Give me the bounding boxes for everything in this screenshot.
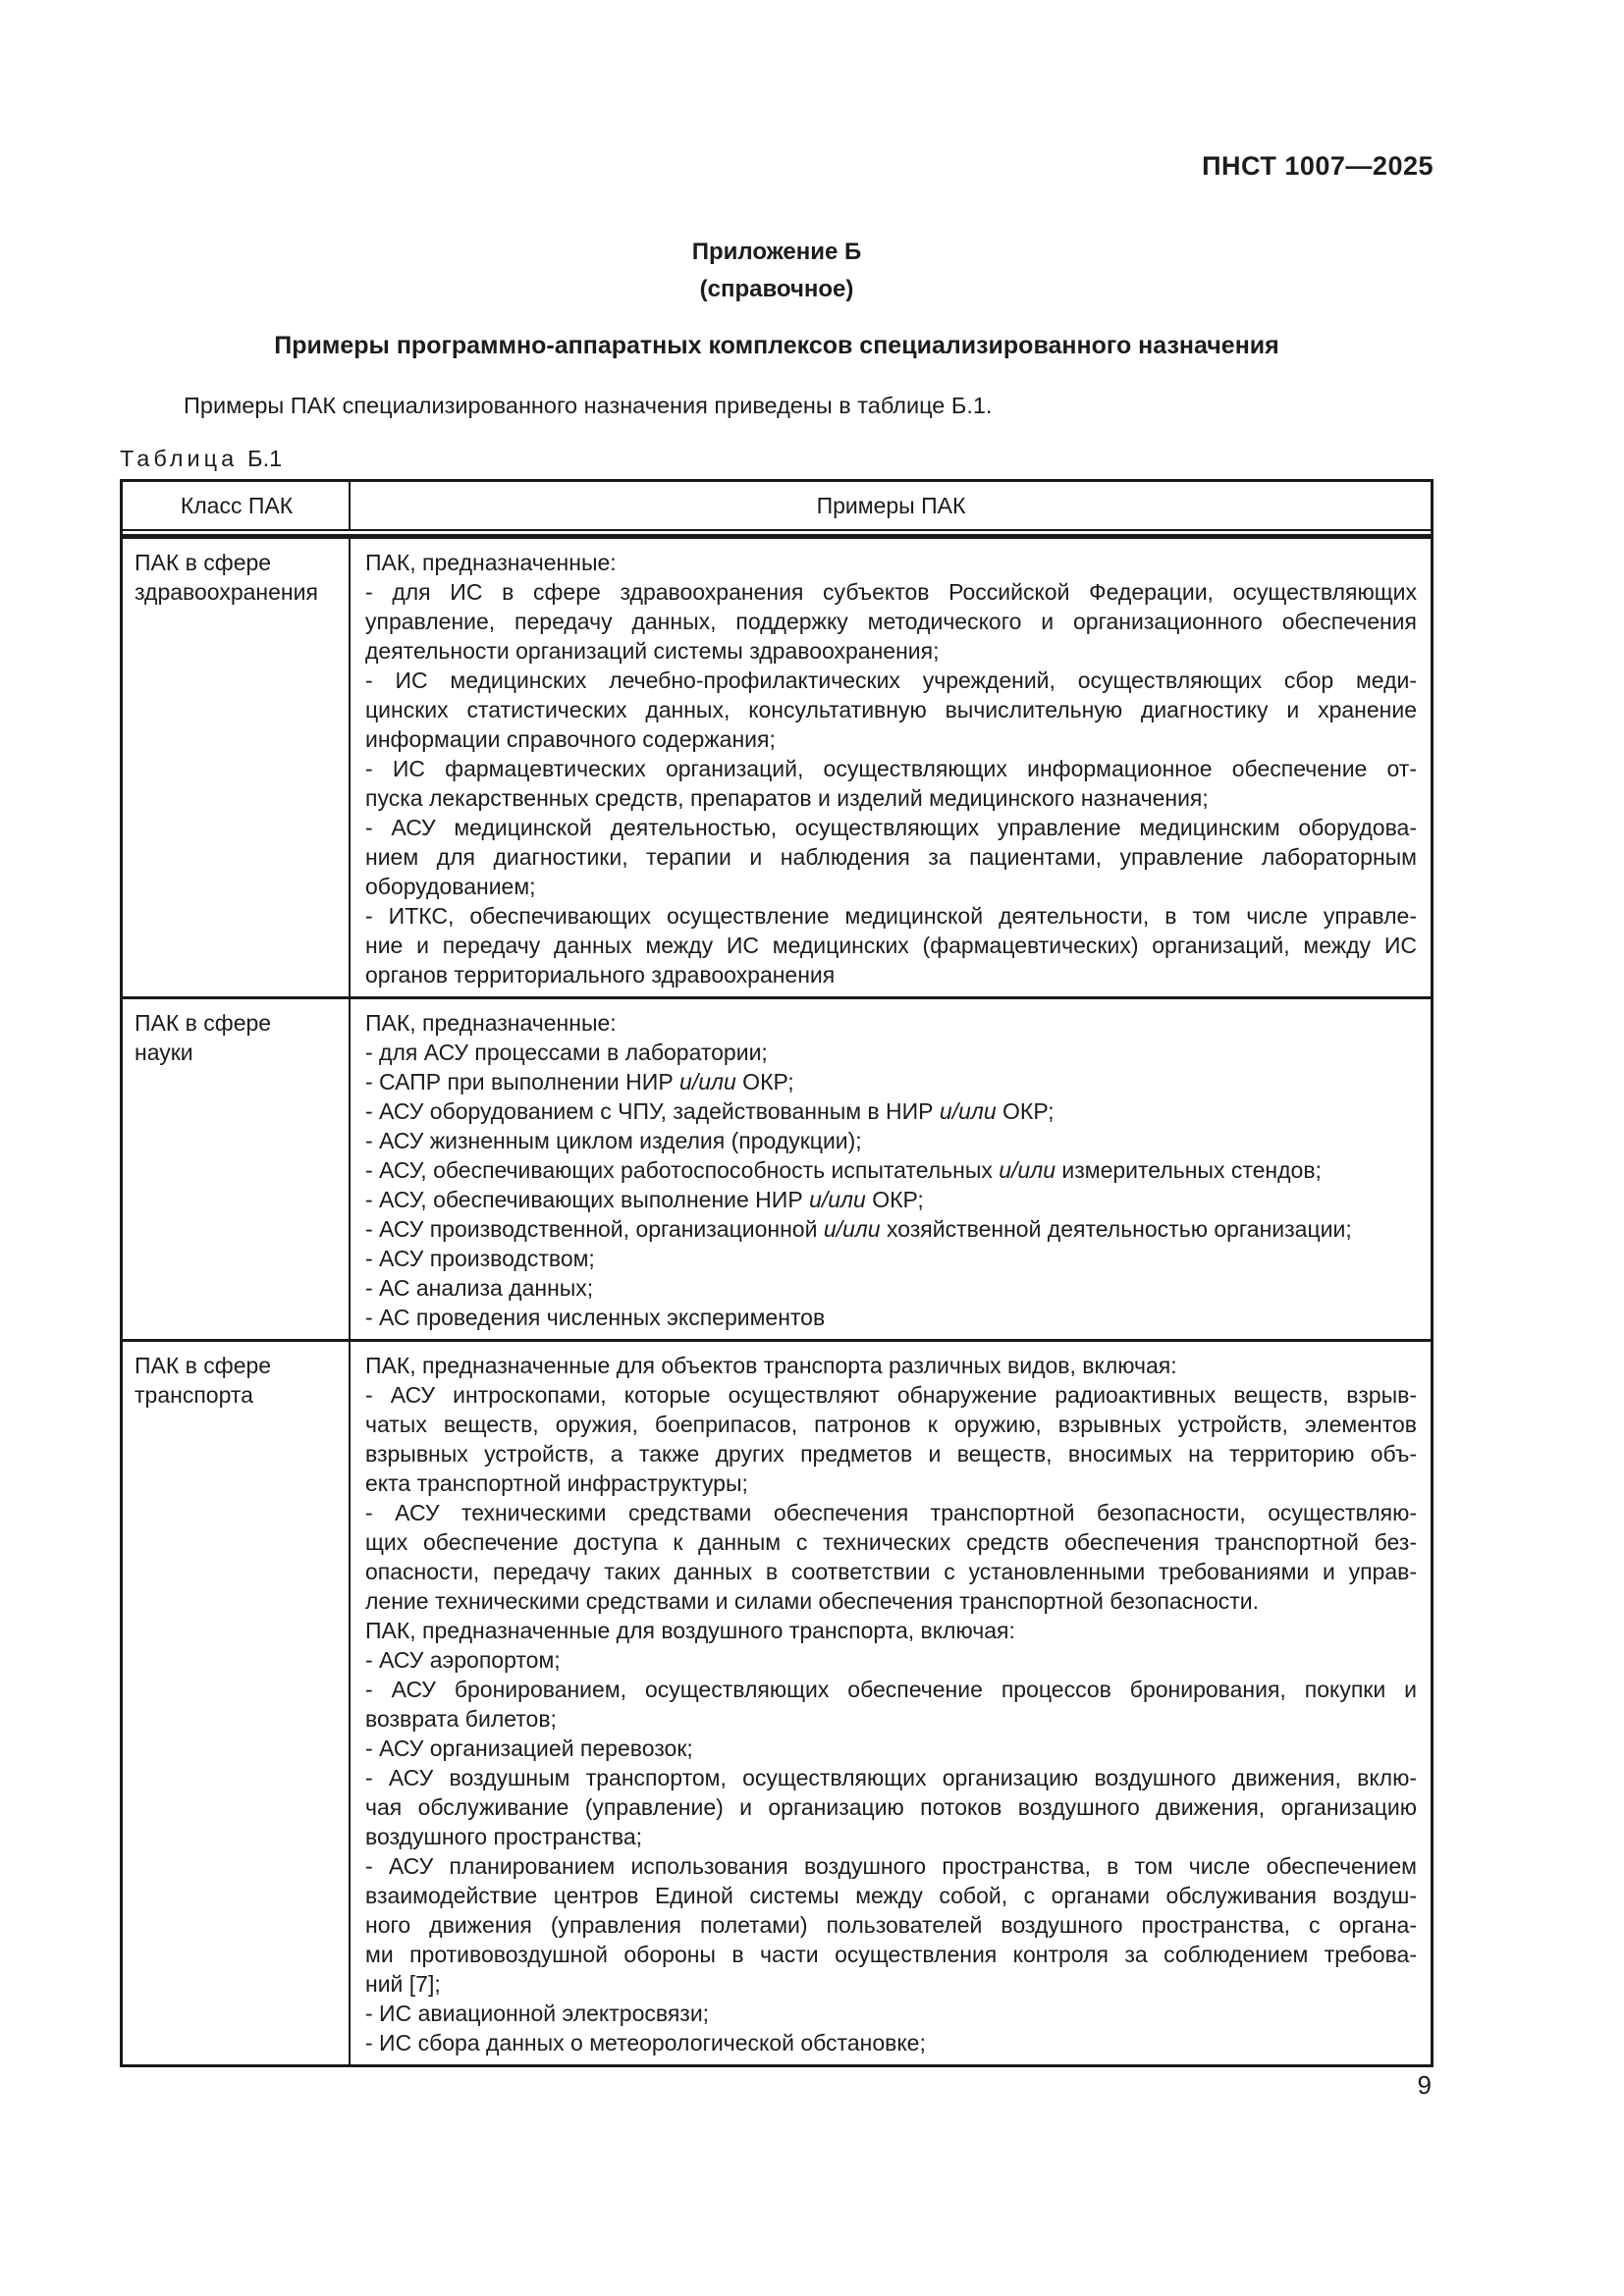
class-text-line: транспорта — [135, 1382, 253, 1408]
example-text-line: - ИТКС, обеспечивающих осуществление медицинской деятельности, в том числе управле- — [365, 903, 1417, 929]
example-text-line: - АСУ производством; — [365, 1246, 595, 1271]
example-text-line: ПАК, предназначенные: — [365, 550, 617, 575]
example-text-line: нием для диагностики, терапии и наблюдения за пациентами, управление лабораторным — [365, 844, 1417, 870]
table-caption-number: Б.1 — [247, 446, 283, 471]
example-text-line: ний [7]; — [365, 1971, 441, 1997]
example-text-line: - АСУ техническими средствами обеспечения транспортной безопасности, осуществляю- — [365, 1500, 1417, 1525]
example-text-line: управление, передачу данных, поддержку методического и организационного обеспечения — [365, 609, 1417, 634]
example-text-line: щих обеспечение доступа к данным с технических средств обеспечения транспортной без- — [365, 1529, 1417, 1555]
class-text-line: ПАК в сфере — [135, 550, 272, 575]
class-cell — [123, 999, 351, 1339]
class-cell — [123, 539, 351, 996]
example-text-line: взрывных устройств, а также других предметов и веществ, вносимых на территорию объ- — [365, 1441, 1417, 1467]
example-text-line: - АС проведения численных экспериментов — [365, 1305, 826, 1330]
annex-label: Приложение Б — [691, 239, 862, 265]
example-text-line: информации справочного содержания; — [365, 726, 776, 752]
example-text-line: взаимодействие центров Единой системы между собой, с органами обслуживания воздуш- — [365, 1883, 1417, 1908]
table-row — [123, 536, 1431, 996]
example-text-line: органов территориального здравоохранения — [365, 962, 836, 988]
italic-fragment: и/или — [823, 1216, 881, 1242]
example-text-line: - АСУ медицинской деятельностью, осуществляющих управление медицинским оборудова- — [365, 815, 1417, 840]
example-text-line: - АСУ планированием использования воздушного пространства, в том числе обеспечением — [365, 1853, 1417, 1879]
example-text-line: - для АСУ процессами в лаборатории; — [365, 1040, 768, 1065]
table-header-class: Класс ПАК — [123, 482, 351, 529]
example-text-line: - для ИС в сфере здравоохранения субъектов Российской Федерации, осуществляющих — [365, 579, 1417, 605]
annex-type: (справочное) — [699, 276, 854, 302]
italic-fragment: и/или — [999, 1157, 1056, 1183]
class-text-line: науки — [135, 1040, 193, 1065]
table-row — [123, 996, 1431, 1339]
examples-cell — [351, 1342, 1431, 2064]
example-text-line: - ИС авиационной электросвязи; — [365, 2001, 710, 2026]
example-text-line: - АСУ воздушным транспортом, осуществляющих организацию воздушного движения, вклю- — [365, 1765, 1417, 1790]
example-text-line: чатых веществ, оружия, боеприпасов, патронов к оружию, взрывных устройств, элементов — [365, 1412, 1417, 1437]
table-header-row — [123, 482, 1431, 536]
class-text-line: ПАК в сфере — [135, 1353, 272, 1378]
example-text-line: - САПР при выполнении НИР и/или ОКР; — [365, 1069, 794, 1095]
table-caption-word: Таблица — [120, 446, 239, 471]
example-text-line: - ИС фармацевтических организаций, осуществляющих информационное обеспечение от- — [365, 756, 1417, 781]
example-text-line: ного движения (управления полетами) пользователей воздушного пространства, с органа- — [365, 1912, 1417, 1938]
example-text-line: - ИС медицинских лечебно-профилактических учреждений, осуществляющих сбор меди- — [365, 667, 1417, 693]
italic-fragment: и/или — [679, 1069, 736, 1095]
intro-paragraph: Примеры ПАК специализированного назначения приведены в таблице Б.1. — [184, 393, 993, 418]
class-text-line: ПАК в сфере — [135, 1010, 272, 1036]
table-caption — [120, 444, 1434, 473]
class-text-line: здравоохранения — [135, 579, 318, 605]
example-text-line: ПАК, предназначенные для объектов транспорта различных видов, включая: — [365, 1353, 1177, 1378]
examples-cell — [351, 539, 1431, 996]
page-number: 9 — [1417, 2070, 1432, 2100]
example-text-line: - АСУ оборудованием с ЧПУ, задействованным в НИР и/или ОКР; — [365, 1098, 1055, 1124]
page-content — [120, 0, 1434, 2067]
example-text-line: ление техническими средствами и силами обеспечения транспортной безопасности. — [365, 1588, 1260, 1614]
example-text-line: - АСУ бронированием, осуществляющих обеспечение процессов бронирования, покупки и — [365, 1677, 1417, 1702]
example-text-line: воздушного пространства; — [365, 1824, 642, 1849]
example-text-line: - АСУ, обеспечивающих работоспособность испытательных и/или измерительных стендов; — [365, 1157, 1322, 1183]
table-row — [123, 1339, 1431, 2064]
example-text-line: - АС анализа данных; — [365, 1275, 594, 1301]
examples-cell — [351, 999, 1431, 1339]
example-text-line: - АСУ, обеспечивающих выполнение НИР и/или ОКР; — [365, 1187, 924, 1212]
example-text-line: - ИС сбора данных о метеорологической обстановке; — [365, 2030, 926, 2056]
example-text-line: пуска лекарственных средств, препаратов и изделий медицинского назначения; — [365, 785, 1209, 811]
example-text-line: - АСУ интроскопами, которые осуществляют обнаружение радиоактивных веществ, взрыв- — [365, 1382, 1417, 1408]
table-header-examples: Примеры ПАК — [816, 493, 966, 518]
italic-fragment: и/или — [939, 1098, 997, 1124]
example-text-line: деятельности организаций системы здравоохранения; — [365, 638, 940, 664]
example-text-line: чая обслуживание (управление) и организацию потоков воздушного движения, организацию — [365, 1794, 1417, 1820]
example-text-line: - АСУ организацией перевозок; — [365, 1735, 693, 1761]
annex-title: Примеры программно-аппаратных комплексов специализированного назначения — [274, 332, 1279, 359]
example-text-line: екта транспортной инфраструктуры; — [365, 1470, 748, 1496]
example-text-line: цинских статистических данных, консультативную вычислительную диагностику и хранение — [365, 697, 1417, 722]
example-text-line: - АСУ жизненным циклом изделия (продукции); — [365, 1128, 862, 1153]
example-text-line: ми противовоздушной обороны в части осуществления контроля за соблюдением требова- — [365, 1942, 1417, 1967]
example-text-line: опасности, передачу таких данных в соответствии с установленными требованиями и управ- — [365, 1559, 1417, 1584]
example-text-line: возврата билетов; — [365, 1706, 557, 1732]
example-text-line: ние и передачу данных между ИС медицинских (фармацевтических) организаций, между ИС — [365, 933, 1417, 958]
example-text-line: - АСУ аэропортом; — [365, 1647, 561, 1673]
italic-fragment: и/или — [809, 1187, 866, 1212]
class-cell — [123, 1342, 351, 2064]
document-number: ПНСТ 1007—2025 — [1202, 151, 1434, 181]
example-text-line: оборудованием; — [365, 874, 536, 899]
example-text-line: ПАК, предназначенные: — [365, 1010, 617, 1036]
table-body — [123, 536, 1431, 2064]
table-b1 — [120, 479, 1434, 2067]
example-text-line: ПАК, предназначенные для воздушного транспорта, включая: — [365, 1618, 1015, 1643]
example-text-line: - АСУ производственной, организационной и/или хозяйственной деятельностью организации; — [365, 1216, 1352, 1242]
